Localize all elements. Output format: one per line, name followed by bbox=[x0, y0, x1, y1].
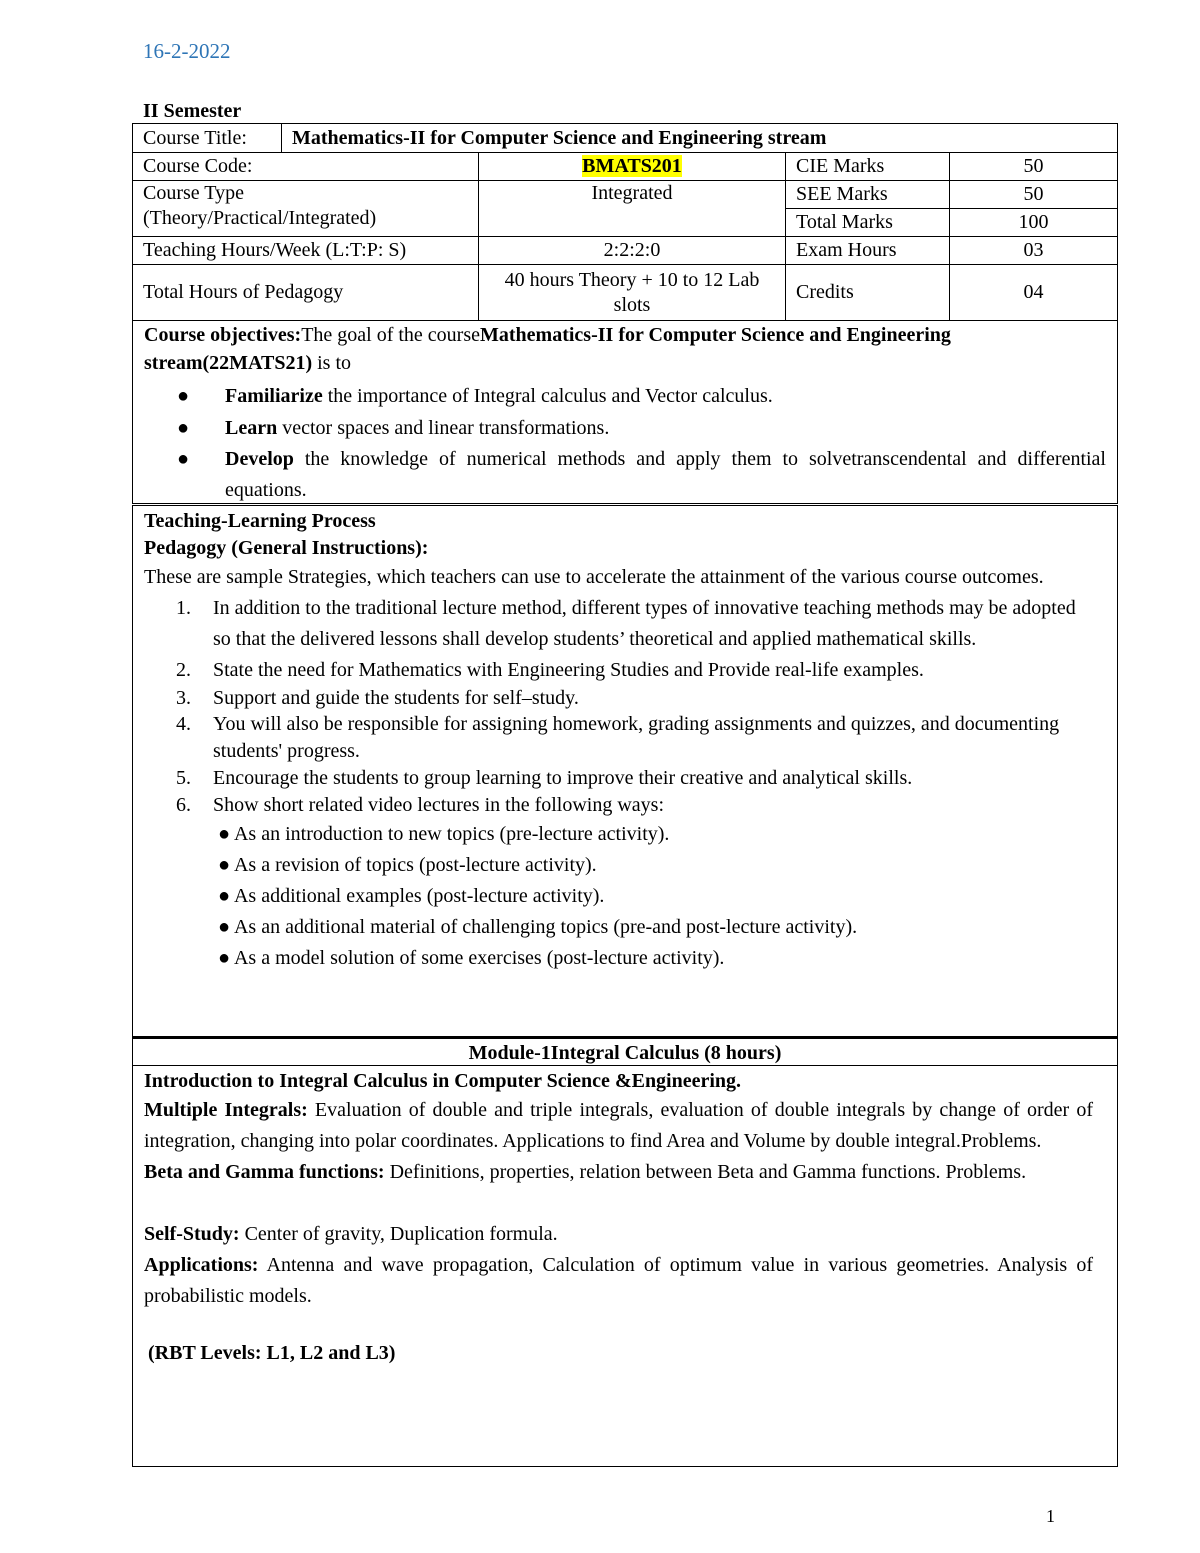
pedagogy-intro: These are sample Strategies, which teachers can use to accelerate the attainment of the various course outcomes. bbox=[144, 566, 1044, 588]
bullet-icon: ● bbox=[218, 854, 234, 876]
pedagogy-item: 4. You will also be responsible for assigning homework, grading assignments and quizzes, and documenting students' progress. bbox=[176, 713, 1060, 762]
objectives-intro-tail: is to bbox=[312, 352, 352, 374]
video-way-item: ● As an additional material of challenging topics (pre-and post-lecture activity). bbox=[218, 916, 858, 938]
exam-hours-value: 03 bbox=[950, 237, 1118, 265]
course-title-value: Mathematics-II for Computer Science and Engineering stream bbox=[282, 124, 1118, 153]
objective-item: ● Familiarize the importance of Integral calculus and Vector calculus. bbox=[144, 380, 1106, 412]
course-title-table bbox=[132, 123, 1118, 153]
course-objectives-section bbox=[132, 320, 1118, 504]
course-code-value: BMATS201 bbox=[582, 155, 682, 177]
total-marks-value: 100 bbox=[950, 209, 1118, 237]
bullet-icon: ● bbox=[218, 947, 234, 969]
objective-item: ● Develop the knowledge of numerical methods and apply them to solvetranscendental and differential equations. bbox=[144, 444, 1106, 506]
total-marks-label: Total Marks bbox=[786, 209, 950, 237]
self-study-paragraph: Self-Study: Center of gravity, Duplication formula. bbox=[144, 1223, 558, 1245]
applications-paragraph: Applications: Antenna and wave propagation, Calculation of optimum value in various geometries. Analysis of probabilistic models. bbox=[144, 1254, 1093, 1307]
objectives-intro-text: The goal of the course bbox=[301, 324, 481, 346]
course-type-value: Integrated bbox=[479, 181, 786, 237]
see-marks-value: 50 bbox=[950, 181, 1118, 209]
bullet-icon: ● bbox=[177, 448, 190, 470]
course-title-label: Course Title: bbox=[133, 124, 282, 153]
document-date: 16-2-2022 bbox=[143, 39, 231, 63]
bullet-icon: ● bbox=[218, 823, 234, 845]
exam-hours-label: Exam Hours bbox=[786, 237, 950, 265]
bullet-icon: ● bbox=[218, 916, 234, 938]
module-1-content bbox=[132, 1065, 1118, 1467]
pedagogy-item: 1. In addition to the traditional lecture method, different types of innovative teaching methods may be adopted so that the delivered lessons shall develop students’ theoretical and applied mathematical skills. bbox=[176, 597, 1076, 650]
course-details-table bbox=[132, 152, 1118, 321]
objective-item: ● Learn vector spaces and linear transformations. bbox=[144, 412, 1106, 444]
beta-gamma-paragraph: Beta and Gamma functions: Definitions, properties, relation between Beta and Gamma functions. Problems. bbox=[144, 1161, 1027, 1183]
pedagogy-subheading: Pedagogy (General Instructions): bbox=[144, 537, 429, 559]
teaching-hours-value: 2:2:2:0 bbox=[479, 237, 786, 265]
course-type-label bbox=[133, 181, 479, 237]
objectives-list bbox=[144, 380, 1106, 506]
credits-label: Credits bbox=[786, 265, 950, 321]
module-1-heading: Module-1Integral Calculus (8 hours) bbox=[132, 1037, 1118, 1066]
pedagogy-item: 2. State the need for Mathematics with Engineering Studies and Provide real-life examples. bbox=[176, 659, 924, 681]
video-way-item: ● As an introduction to new topics (pre-lecture activity). bbox=[218, 823, 670, 845]
pedagogy-item: 5. Encourage the students to group learning to improve their creative and analytical skills. bbox=[176, 767, 913, 789]
cie-marks-value: 50 bbox=[950, 153, 1118, 181]
pedagogy-item: 3. Support and guide the students for self–study. bbox=[176, 687, 579, 709]
objectives-heading: Course objectives: bbox=[144, 324, 302, 346]
bullet-icon: ● bbox=[177, 417, 190, 439]
pedagogy-hours-value: 40 hours Theory + 10 to 12 Lab slots bbox=[479, 265, 786, 321]
video-way-item: ● As a revision of topics (post-lecture activity). bbox=[218, 854, 597, 876]
teaching-learning-heading: Teaching-Learning Process bbox=[144, 510, 376, 532]
pedagogy-item: 6. Show short related video lectures in the following ways: bbox=[176, 794, 665, 816]
objectives-course-name: Mathematics-II for Computer Science and Engineering stream(22MATS21) bbox=[144, 324, 951, 374]
semester-heading: II Semester bbox=[143, 100, 242, 122]
pedagogy-list bbox=[144, 593, 1106, 819]
video-way-item: ● As a model solution of some exercises (post-lecture activity). bbox=[218, 947, 725, 969]
pedagogy-hours-label: Total Hours of Pedagogy bbox=[133, 265, 479, 321]
video-ways-list bbox=[144, 819, 1106, 974]
course-type-label-line2: (Theory/Practical/Integrated) bbox=[143, 207, 377, 229]
teaching-learning-section bbox=[132, 505, 1118, 1037]
bullet-icon: ● bbox=[218, 885, 234, 907]
objectives-intro bbox=[144, 321, 1106, 377]
cie-marks-label: CIE Marks bbox=[786, 153, 950, 181]
course-code-label: Course Code: bbox=[133, 153, 479, 181]
teaching-hours-label: Teaching Hours/Week (L:T:P: S) bbox=[133, 237, 479, 265]
module-1-intro: Introduction to Integral Calculus in Computer Science &Engineering. bbox=[144, 1070, 742, 1092]
course-type-label-line1: Course Type bbox=[143, 182, 244, 204]
page-number: 1 bbox=[1046, 1506, 1055, 1526]
see-marks-label: SEE Marks bbox=[786, 181, 950, 209]
course-code-cell bbox=[479, 153, 786, 181]
rbt-levels: (RBT Levels: L1, L2 and L3) bbox=[148, 1342, 396, 1364]
credits-value: 04 bbox=[950, 265, 1118, 321]
bullet-icon: ● bbox=[177, 385, 190, 407]
multiple-integrals-paragraph: Multiple Integrals: Evaluation of double and triple integrals, evaluation of double integrals by change of order of integration, changing into polar coordinates. Applications to find Area and Volume by double integral.Problems. bbox=[144, 1099, 1093, 1152]
video-way-item: ● As additional examples (post-lecture activity). bbox=[218, 885, 605, 907]
